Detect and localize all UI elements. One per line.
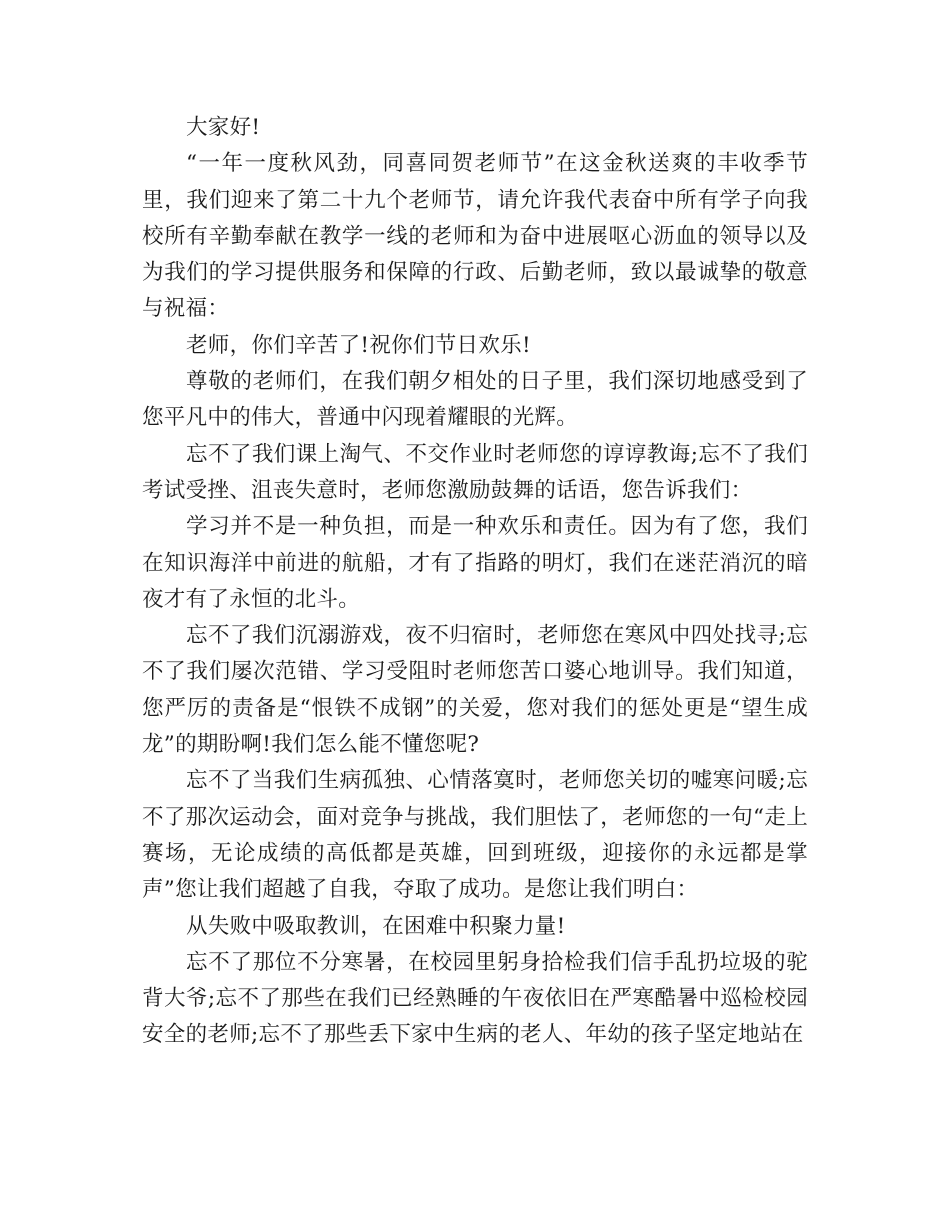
paragraph-respect: 尊敬的老师们，在我们朝夕相处的日子里，我们深切地感受到了您平凡中的伟大，普通中闪现着耀眼的光辉。 [142,369,808,431]
document-body [142,110,808,1054]
paragraph-greeting: 大家好! [186,115,261,140]
paragraph-memory-games: 忘不了我们沉溺游戏，夜不归宿时，老师您在寒风中四处找寻;忘不了我们屡次范错、学习受阻时老师您苦口婆心地训导。我们知道，您严厉的责备是“恨铁不成钢”的关爱，您对我们的惩处更是“望生成龙”的期盼啊!我们怎么能不懂您呢? [142,623,808,758]
paragraph-opening: “一年一度秋风劲，同喜同贺老师节”在这金秋送爽的丰收季节里，我们迎来了第二十九个老师节，请允许我代表奋中所有学子向我校所有辛勤奉献在教学一线的老师和为奋中进展呕心沥血的领导以及为我们的学习提供服务和保障的行政、后勤老师，致以最诚挚的敬意与祝福： [142,151,808,322]
paragraph-memory-staff: 忘不了那位不分寒暑，在校园里躬身拾检我们信手乱扔垃圾的驼背大爷;忘不了那些在我们已经熟睡的午夜依旧在严寒酷暑中巡检校园安全的老师;忘不了那些丢下家中生病的老人、年幼的孩子坚定地站在 [142,949,808,1048]
paragraph-memory-sports: 忘不了当我们生病孤独、心情落寞时，老师您关切的嘘寒问暖;忘不了那次运动会，面对竞争与挑战，我们胆怯了，老师您的一句“走上赛场，无论成绩的高低都是英雄，回到班级，迎接你的永远都是掌声”您让我们超越了自我，夺取了成功。是您让我们明白： [142,768,808,903]
paragraph-learning: 学习并不是一种负担，而是一种欢乐和责任。因为有了您，我们在知识海洋中前进的航船，才有了指路的明灯，我们在迷茫消沉的暗夜才有了永恒的北斗。 [142,514,808,612]
paragraph-memory-classroom: 忘不了我们课上淘气、不交作业时老师您的谆谆教诲;忘不了我们考试受挫、沮丧失意时，老师您激励鼓舞的话语，您告诉我们： [142,441,808,503]
paragraph-thanks: 老师，你们辛苦了!祝你们节日欢乐! [186,332,531,358]
paragraph-lesson: 从失败中吸取教训，在困难中积聚力量! [186,913,566,939]
